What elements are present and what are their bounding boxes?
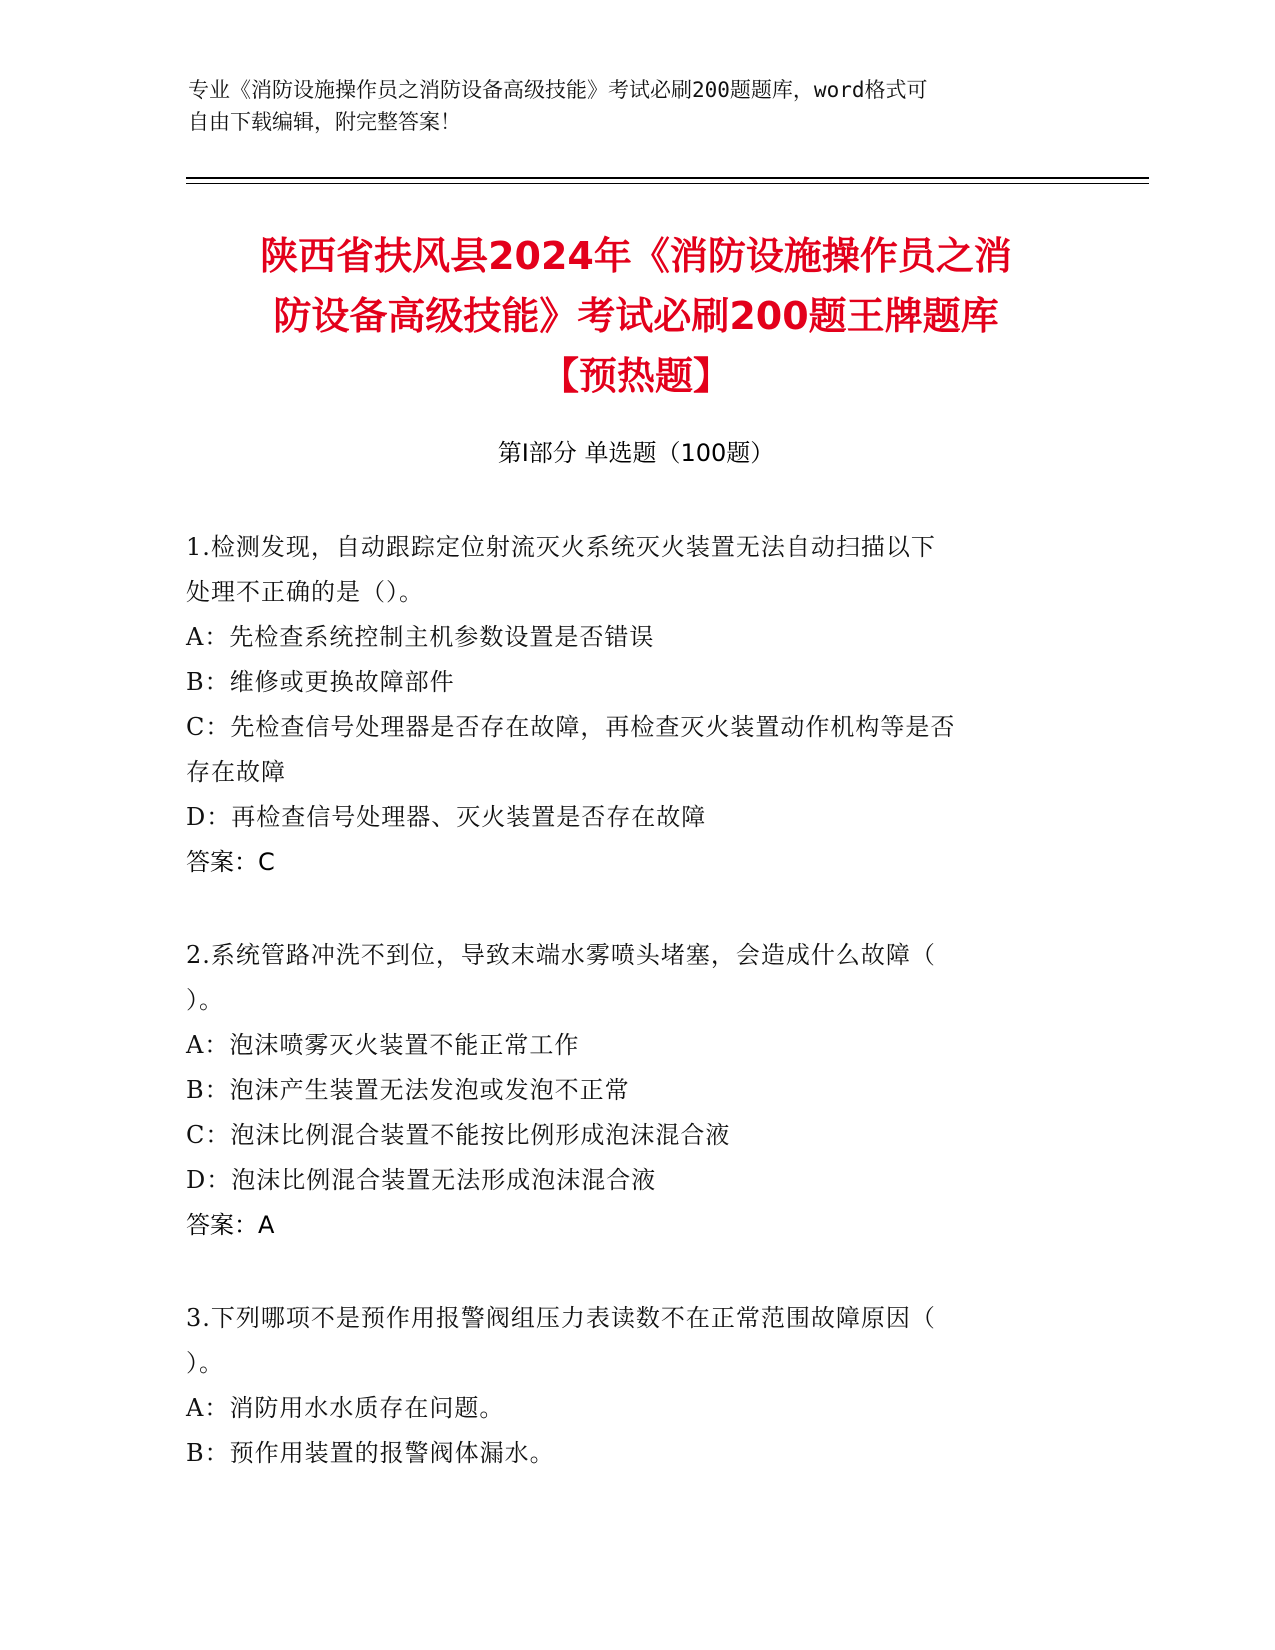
question-3: [186, 1296, 1086, 1476]
question-stem: 3.下列哪项不是预作用报警阀组压力表读数不在正常范围故障原因（: [186, 1304, 936, 1332]
header-note: [188, 74, 1068, 138]
question-stem: 处理不正确的是（）。: [186, 578, 424, 606]
question-2: [186, 933, 1086, 1248]
option-b: B：预作用装置的报警阀体漏水。: [186, 1439, 555, 1467]
title-line: 防设备高级技能》考试必刷200题王牌题库: [273, 294, 999, 338]
question-stem: 1.检测发现，自动跟踪定位射流灭火系统灭火装置无法自动扫描以下: [186, 533, 936, 561]
answer-text: 答案：A: [186, 1211, 275, 1239]
option-d: D：再检查信号处理器、灭火装置是否存在故障: [186, 803, 707, 831]
question-stem: ）。: [186, 1349, 224, 1377]
option-b: B：维修或更换故障部件: [186, 668, 455, 696]
option-c: C：泡沫比例混合装置不能按比例形成泡沫混合液: [186, 1121, 731, 1149]
question-stem: 2.系统管路冲洗不到位，导致末端水雾喷头堵塞，会造成什么故障（: [186, 941, 936, 969]
option-c-continued: 存在故障: [186, 758, 286, 786]
section-heading: 第I部分 单选题（100题）: [497, 439, 775, 467]
answer-text: 答案：C: [186, 848, 275, 876]
option-d: D：泡沫比例混合装置无法形成泡沫混合液: [186, 1166, 657, 1194]
option-a: A：先检查系统控制主机参数设置是否错误: [186, 623, 655, 651]
header-note-line: 自由下载编辑，附完整答案！: [188, 110, 461, 134]
option-c: C：先检查信号处理器是否存在故障，再检查灭火装置动作机构等是否: [186, 713, 956, 741]
option-a: A：泡沫喷雾灭火装置不能正常工作: [186, 1031, 580, 1059]
title-line: 陕西省扶风县2024年《消防设施操作员之消: [260, 234, 1012, 278]
header-divider-thin: [186, 183, 1149, 184]
question-1: [186, 525, 1086, 885]
option-b: B：泡沫产生装置无法发泡或发泡不正常: [186, 1076, 630, 1104]
document-title: [186, 226, 1086, 406]
header-divider-thick: [186, 177, 1149, 179]
question-stem: ）。: [186, 986, 224, 1014]
option-a: A：消防用水水质存在问题。: [186, 1394, 505, 1422]
header-note-line: 专业《消防设施操作员之消防设备高级技能》考试必刷200题题库，word格式可: [188, 78, 928, 102]
question-list: [186, 525, 1086, 1524]
title-line: 【预热题】: [540, 354, 731, 398]
